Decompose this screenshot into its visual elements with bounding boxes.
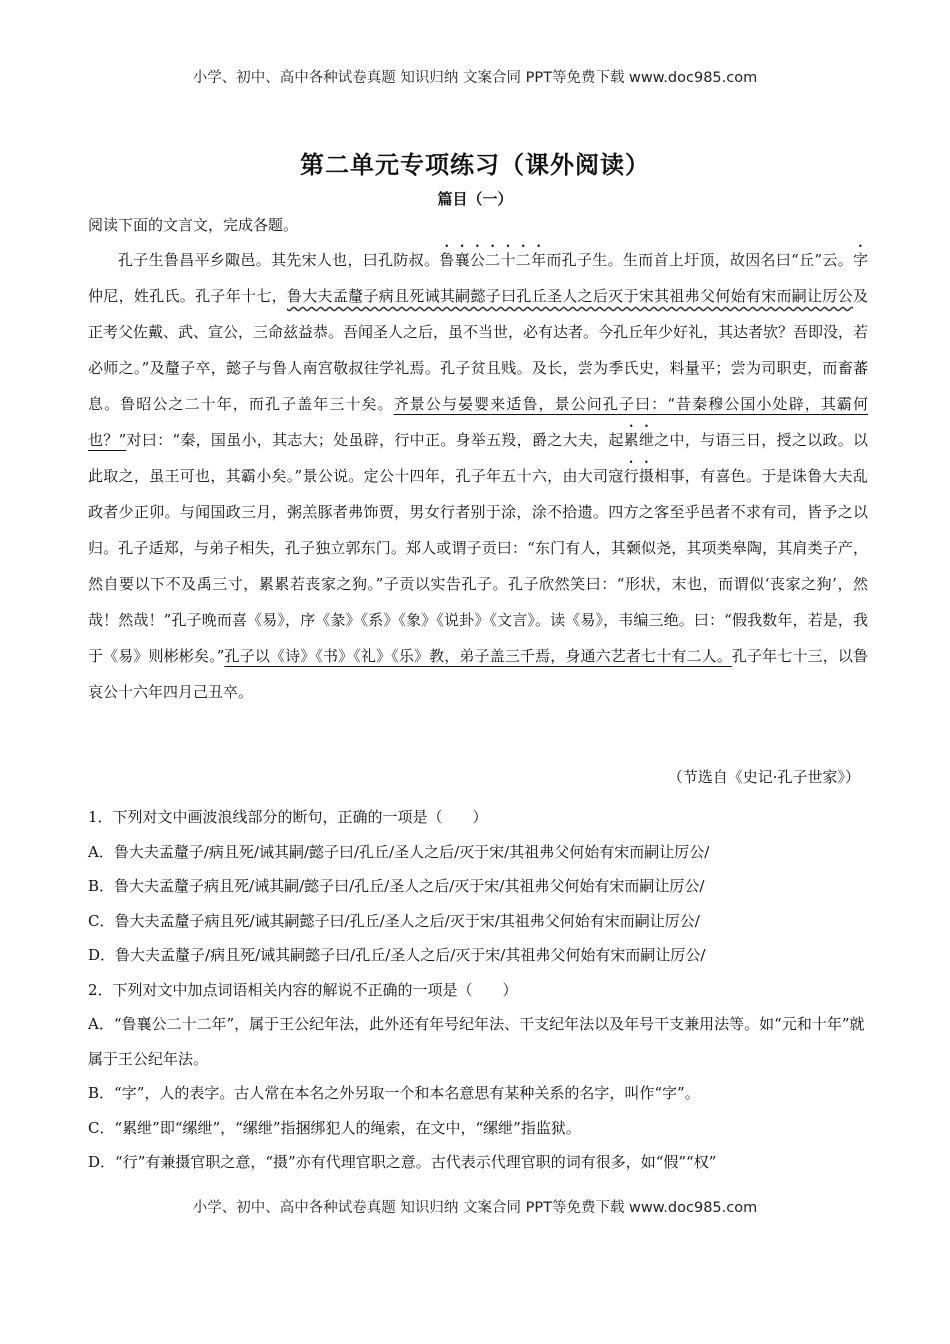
- page-header: 小学、初中、高中各种试卷真题 知识归纳 文案合同 PPT等免费下载 www.doc985.com: [192, 70, 758, 86]
- underlined-text: 齐景公与晏婴来适鲁，景公问孔子曰：“昔秦穆公国小处辟，其霸何也？”: [88, 395, 868, 449]
- question-2-option-d: D．“行”有兼摄官职之意，“摄”亦有代理官职之意。古代表示代理官职的词有很多，如“假”“权”: [88, 1153, 717, 1171]
- passage-text: 孔子生鲁昌平乡陬邑。其先宋人也，曰孔防叔。: [118, 251, 440, 269]
- question-2-stem: 2．下列对文中加点词语相关内容的解说不正确的一项是（ ）: [88, 980, 518, 999]
- dotted-term: 字: [852, 251, 868, 269]
- passage-text: 相事，有喜色。于是诛鲁大夫乱政者少正卯。与闻国政三月，粥羔豚者弗饰贾，男女行者别于涂，涂不拾遗。四方之客至乎邑者不求有司，皆予之以归。孔子适郑，与弟子相失，孔子独立郭东门。郑人或谓子贡曰：“东门有人，其颡似尧，其项类皋陶，其肩类子产，然自要以下不及禹三寸，累累若丧家之狗。”子贡以实告孔子。孔子欣然笑曰：“形状，末也，而谓似‘丧家之狗’，然哉！然哉！”孔子晚而喜《易》，序《彖》《系》《象》《说卦》《文言》。读《易》，韦编三绝。曰：“假我数年，若是，我于《易》则彬彬矣。”: [88, 467, 868, 665]
- passage-text: 而孔子生。生而首上圩顶，故因名曰“丘”云。: [546, 251, 853, 269]
- source-citation: （节选自《史记·孔子世家》）: [667, 768, 860, 786]
- question-1-option-a: A．鲁大夫孟釐子/病且死/诫其嗣/懿子曰/孔丘/圣人之后/灭于宋/其祖弗父何始有宋而嗣让厉公/: [88, 842, 710, 861]
- question-1-stem: 1．下列对文中画波浪线部分的断句，正确的一项是（ ）: [88, 808, 488, 826]
- question-2-option-a: A．“鲁襄公二十二年”，属于王公纪年法，此外还有年号纪年法、干支纪年法以及年号干支兼用法等。如“元和十年”就属于王公纪年法。: [88, 1015, 865, 1068]
- question-2-option-c: C．“累绁”即“缧绁”，“缧绁”指捆绑犯人的绳索，在文中，“缧绁”指监狱。: [88, 1118, 581, 1137]
- underlined-text: 孔子以《诗》《书》《礼》《乐》教，弟子盖三千焉，身通六艺者七十有二人。: [224, 647, 732, 665]
- passage-text: 及正考父佐戴、武、宣公，三命兹益恭。吾闻圣人之后，虽不当世，必有达者。今孔丘年少好礼，其达者欤？吾即没，若必师之。”及釐子卒，懿子与鲁人南宫敬叔往学礼焉。孔子贫且贱。及长，尝为季氏史，料量平；尝为司职吏，而畜蕃息。鲁昭公之二十年，而孔子盖年三十矣。: [88, 287, 869, 413]
- section-subtitle: 篇目（一）: [437, 190, 513, 208]
- question-2-option-b: B．“字”，人的表字。古人常在本名之外另取一个和本名意思有某种关系的名字，叫作“字”。: [88, 1084, 700, 1102]
- passage-text: 之中，与语三日，授之以政。以此取之，虽王可也，其霸小矣。”景公说。定公十四年，孔子年五十六，由大司寇: [88, 431, 868, 485]
- dotted-term: 行摄: [623, 467, 655, 485]
- question-list: [88, 800, 868, 1180]
- passage-text: 孔子年七十三，以鲁哀公十六年四月己丑卒。: [88, 647, 868, 701]
- dotted-term: 累绁: [623, 431, 655, 449]
- classical-passage: [88, 242, 868, 710]
- passage-text: 对曰：“秦，国虽小，其志大；处虽辟，行中正。身举五羖，爵之大夫，起: [126, 431, 624, 449]
- question-1-option-b: B．鲁大夫孟釐子病且死/诫其嗣/懿子曰/孔丘/圣人之后/灭于宋/其祖弗父何始有宋而嗣让厉公/: [88, 877, 705, 895]
- question-1-option-d: D．鲁大夫孟釐子/病且死/诫其嗣懿子曰/孔丘/圣人之后/灭于宋/其祖弗父何始有宋而嗣让厉公/: [88, 946, 706, 964]
- wavy-underlined-text: 鲁大夫孟釐子病且死诫其嗣懿子曰孔丘圣人之后灭于宋其祖弗父何始有宋而嗣让厉公: [286, 287, 853, 305]
- passage-text: 仲尼，姓孔氏。孔子年十七，: [88, 287, 287, 305]
- page-footer: 小学、初中、高中各种试卷真题 知识归纳 文案合同 PPT等免费下载 www.doc985.com: [192, 1200, 758, 1216]
- question-1-option-c: C．鲁大夫孟釐子病且死/诫其嗣懿子曰/孔丘/圣人之后/灭于宋/其祖弗父何始有宋而嗣让厉公/: [88, 911, 700, 930]
- instruction-text: 阅读下面的文言文，完成各题。: [88, 216, 299, 234]
- page-title: 第二单元专项练习（课外阅读）: [300, 151, 650, 179]
- dotted-term: 鲁襄公二十二年: [439, 251, 547, 269]
